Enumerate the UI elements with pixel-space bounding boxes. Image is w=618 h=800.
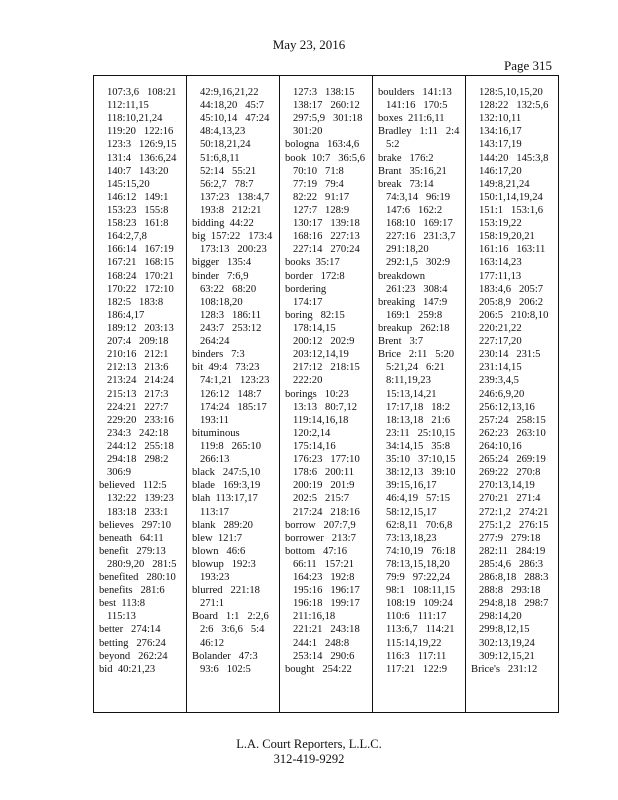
index-entry-line: better 274:14: [99, 624, 161, 636]
index-entry-line: 200:19 201:9: [285, 480, 355, 492]
index-entry-line: 8:11,19,23: [378, 375, 431, 387]
index-entry-line: 277:9 279:18: [471, 532, 541, 544]
index-entry-line: 74:3,14 96:19: [378, 191, 451, 203]
index-entry-line: 138:17 260:12: [285, 100, 360, 112]
index-entry-line: 173:13 200:23: [192, 244, 267, 256]
index-entry-line: blown 46:6: [192, 545, 246, 557]
index-entry-line: 244:1 248:8: [285, 637, 350, 649]
index-entry-line: 292:1,5 302:9: [378, 257, 451, 269]
index-entry-line: 163:14,23: [471, 257, 522, 269]
index-entry-line: 39:15,16,17: [378, 480, 437, 492]
transcript-date: May 23, 2016: [272, 37, 346, 52]
index-entry-line: 2:6 3:6,6 5:4: [192, 624, 265, 636]
index-entry-line: 146:17,20: [471, 165, 522, 177]
index-entry-line: 137:23 138:4,7: [192, 191, 270, 203]
index-entry-line: 193:11: [192, 414, 229, 426]
index-entry-line: 169:1 259:8: [378, 309, 443, 321]
index-entry-line: 231:14,15: [471, 362, 522, 374]
index-entry-line: 182:5 183:8: [99, 296, 164, 308]
index-entry-line: 153:19,22: [471, 218, 522, 230]
index-entry-line: 203:12,14,19: [285, 349, 349, 361]
index-entry-line: 175:14,16: [285, 440, 336, 452]
index-entry-line: 299:8,12,15: [471, 624, 530, 636]
index-entry-line: Brant 35:16,21: [378, 165, 447, 177]
index-entry-line: 291:18,20: [378, 244, 429, 256]
index-entry-line: borings 10:23: [285, 388, 349, 400]
index-entry-line: benefits 281:6: [99, 585, 165, 597]
index-entry-line: 183:4,6 205:7: [471, 283, 544, 295]
index-entry-line: 5:21,24 6:21: [378, 362, 445, 374]
index-entry-line: blowup 192:3: [192, 558, 256, 570]
index-entry-line: 285:4,6 286:3: [471, 558, 544, 570]
index-entry-line: 288:8 293:18: [471, 585, 541, 597]
index-entry-line: 51:6,8,11: [192, 152, 240, 164]
index-entry-line: beneath 64:11: [99, 532, 164, 544]
index-entry-line: bid 40:21,23: [99, 663, 156, 675]
index-entry-line: 294:8,18 298:7: [471, 598, 549, 610]
index-entry-line: 306:9: [99, 467, 132, 479]
index-entry-line: 193:8 212:21: [192, 204, 262, 216]
index-entry-line: 107:3,6 108:21: [99, 87, 177, 98]
index-entry-line: 227:16 231:3,7: [378, 231, 456, 243]
index-entry-line: 113:6,7 114:21: [378, 624, 455, 636]
index-entry-line: breaking 147:9: [378, 296, 448, 308]
index-entry-line: 265:24 269:19: [471, 454, 546, 466]
index-entry-line: best 113:8: [99, 598, 146, 610]
index-entry-line: borrower 213:7: [285, 532, 356, 544]
index-entry-line: 280:9,20 281:5: [99, 558, 177, 570]
index-entry-line: 146:12 149:1: [99, 191, 169, 203]
index-entry-line: 140:7 143:20: [99, 165, 169, 177]
index-entry-line: bidding 44:22: [192, 218, 254, 230]
index-entry-line: border 172:8: [285, 270, 345, 282]
index-column-2: [186, 76, 279, 712]
index-entry-line: bituminous: [192, 427, 240, 439]
index-entry-line: 132:22 139:23: [99, 493, 174, 505]
index-entry-line: Bolander 47:3: [192, 650, 258, 662]
index-entry-line: 63:22 68:20: [192, 283, 257, 295]
index-entry-line: 257:24 258:15: [471, 414, 546, 426]
index-entry-line: 202:5 215:7: [285, 493, 350, 505]
index-entry-line: 234:3 242:18: [99, 427, 169, 439]
index-entry-line: 200:12 202:9: [285, 336, 355, 348]
index-entry-line: bordering: [285, 283, 327, 295]
index-entry-line: 224:21 227:7: [99, 401, 169, 413]
index-entry-line: beyond 262:24: [99, 650, 168, 662]
index-entry-line: blurred 221:18: [192, 585, 260, 597]
index-entry-line: 120:2,14: [285, 427, 331, 439]
index-entry-line: 23:11 25:10,15: [378, 427, 456, 439]
index-entry-line: 256:12,13,16: [471, 401, 535, 413]
index-entry-line: 297:5,9 301:18: [285, 113, 363, 125]
index-entry-line: 195:16 196:17: [285, 585, 360, 597]
index-entry-line: 119:20 122:16: [99, 126, 174, 138]
index-entry-line: 271:1: [192, 598, 225, 610]
index-entry-line: boulders 141:13: [378, 87, 452, 98]
index-entry-line: 66:11 157:21: [285, 558, 355, 570]
index-entry-line: 164:23 192:8: [285, 572, 355, 584]
index-entry-line: 153:23 155:8: [99, 204, 169, 216]
index-entry-line: 270:21 271:4: [471, 493, 541, 505]
index-entry-line: 282:11 284:19: [471, 545, 546, 557]
index-entry-line: 74:10,19 76:18: [378, 545, 456, 557]
index-entry-line: 230:14 231:5: [471, 349, 541, 361]
index-entry-line: 261:23 308:4: [378, 283, 448, 295]
index-entry-line: 174:24 185:17: [192, 401, 267, 413]
index-entry-line: 98:1 108:11,15: [378, 585, 456, 597]
index-entry-line: 168:16 227:13: [285, 231, 360, 243]
index-entry-line: 221:21 243:18: [285, 624, 360, 636]
index-entry-line: 144:20 145:3,8: [471, 152, 549, 164]
index-entry-line: 44:18,20 45:7: [192, 100, 265, 112]
index-entry-line: 264:10,16: [471, 440, 522, 452]
index-entry-line: 266:13: [192, 454, 230, 466]
index-entry-line: 183:18 233:1: [99, 506, 169, 518]
index-entry-line: 127:7 128:9: [285, 204, 350, 216]
index-entry-line: binder 7:6,9: [192, 270, 249, 282]
index-entry-line: 275:1,2 276:15: [471, 519, 549, 531]
page-number: Page 315: [503, 58, 552, 73]
index-entry-line: 253:14 290:6: [285, 650, 355, 662]
index-entry-line: 132:10,11: [471, 113, 522, 125]
index-entry-line: believed 112:5: [99, 480, 167, 492]
index-entry-line: 205:8,9 206:2: [471, 296, 544, 308]
index-entry-line: 126:12 148:7: [192, 388, 262, 400]
index-entry-line: 270:13,14,19: [471, 480, 535, 492]
index-entry-line: 13:13 80:7,12: [285, 401, 358, 413]
index-entry-line: 168:24 170:21: [99, 270, 174, 282]
index-entry-line: 176:23 177:10: [285, 454, 360, 466]
index-entry-line: 34:14,15 35:8: [378, 440, 451, 452]
index-entry-line: 178:14,15: [285, 322, 336, 334]
index-entry-line: betting 276:24: [99, 637, 166, 649]
index-entry-line: 150:1,14,19,24: [471, 191, 543, 203]
court-reporter-phone: 312-419-9292: [273, 752, 345, 766]
index-entry-line: 141:16 170:5: [378, 100, 448, 112]
index-entry-line: 48:4,13,23: [192, 126, 246, 138]
index-entry-line: 269:22 270:8: [471, 467, 541, 479]
index-entry-line: blank 289:20: [192, 519, 253, 531]
index-entry-line: 15:13,14,21: [378, 388, 437, 400]
index-entry-line: 151:1 153:1,6: [471, 204, 544, 216]
index-entry-line: 117:21 122:9: [378, 663, 448, 675]
index-entry-line: 217:24 218:16: [285, 506, 360, 518]
index-entry-line: book 10:7 36:5,6: [285, 152, 366, 164]
index-column-5: [465, 76, 558, 712]
index-entry-line: benefit 279:13: [99, 545, 166, 557]
index-entry-line: 56:2,7 78:7: [192, 178, 254, 190]
index-entry-line: boxes 211:6,11: [378, 113, 445, 125]
index-entry-line: bit 49:4 73:23: [192, 362, 260, 374]
index-entry-line: 46:12: [192, 637, 225, 649]
index-entry-line: 79:9 97:22,24: [378, 572, 451, 584]
index-entry-line: breakup 262:18: [378, 322, 450, 334]
index-entry-line: 62:8,11 70:6,8: [378, 519, 453, 531]
index-entry-line: 130:17 139:18: [285, 218, 360, 230]
index-entry-line: black 247:5,10: [192, 467, 261, 479]
index-entry-line: 17:17,18 18:2: [378, 401, 451, 413]
index-entry-line: break 73:14: [378, 178, 434, 190]
index-entry-line: 46:4,19 57:15: [378, 493, 451, 505]
index-entry-line: 215:13 217:3: [99, 388, 169, 400]
index-entry-line: 286:8,18 288:3: [471, 572, 549, 584]
index-entry-line: 70:10 71:8: [285, 165, 344, 177]
index-entry-line: 302:13,19,24: [471, 637, 535, 649]
index-entry-line: books 35:17: [285, 257, 340, 269]
index-entry-line: 5:2: [378, 139, 400, 151]
index-entry-line: 211:16,18: [285, 611, 336, 623]
index-entry-line: 170:22 172:10: [99, 283, 174, 295]
index-entry-line: 18:13,18 21:6: [378, 414, 451, 426]
index-entry-line: 143:17,19: [471, 139, 522, 151]
index-entry-line: 167:21 168:15: [99, 257, 174, 269]
index-entry-line: 301:20: [285, 126, 323, 138]
index-entry-line: 93:6 102:5: [192, 663, 251, 675]
index-entry-line: Brice 2:11 5:20: [378, 349, 455, 361]
index-entry-line: 145:15,20: [99, 178, 150, 190]
index-entry-line: 42:9,16,21,22: [192, 87, 259, 98]
index-entry-line: Board 1:1 2:2,6: [192, 611, 269, 623]
index-entry-line: 116:3 117:11: [378, 650, 447, 662]
index-entry-line: 118:10,21,24: [99, 113, 163, 125]
index-column-3: [279, 76, 372, 712]
index-entry-line: 134:16,17: [471, 126, 522, 138]
index-entry-line: 149:8,21,24: [471, 178, 530, 190]
index-entry-line: big 157:22 173:4: [192, 231, 273, 243]
index-entry-line: 264:24: [192, 336, 230, 348]
index-column-4: [372, 76, 465, 712]
index-entry-line: 178:6 200:11: [285, 467, 355, 479]
index-entry-line: 45:10,14 47:24: [192, 113, 270, 125]
index-entry-line: Bradley 1:11 2:4: [378, 126, 460, 138]
index-entry-line: 239:3,4,5: [471, 375, 519, 387]
index-entry-line: 189:12 203:13: [99, 322, 174, 334]
index-entry-line: 74:1,21 123:23: [192, 375, 270, 387]
index-entry-line: 294:18 298:2: [99, 454, 169, 466]
index-entry-line: 309:12,15,21: [471, 650, 535, 662]
index-entry-line: blew 121:7: [192, 532, 243, 544]
index-entry-line: 186:4,17: [99, 309, 145, 321]
index-entry-line: breakdown: [378, 270, 426, 282]
index-entry-line: bigger 135:4: [192, 257, 252, 269]
index-entry-line: 50:18,21,24: [192, 139, 251, 151]
index-entry-line: 207:4 209:18: [99, 336, 169, 348]
index-entry-line: brake 176:2: [378, 152, 434, 164]
index-entry-line: 177:11,13: [471, 270, 522, 282]
index-entry-line: 298:14,20: [471, 611, 522, 623]
index-entry-line: 161:16 163:11: [471, 244, 546, 256]
index-entry-line: 108:19 109:24: [378, 598, 453, 610]
index-entry-line: 58:12,15,17: [378, 506, 437, 518]
index-entry-line: 113:17: [192, 506, 229, 518]
index-entry-line: bologna 163:4,6: [285, 139, 360, 151]
index-entry-line: 272:1,2 274:21: [471, 506, 549, 518]
index-entry-line: 128:22 132:5,6: [471, 100, 549, 112]
index-entry-line: 115:14,19,22: [378, 637, 442, 649]
index-entry-line: 227:17,20: [471, 336, 522, 348]
index-entry-line: Brice's 231:12: [471, 663, 538, 675]
index-entry-line: 128:3 186:11: [192, 309, 262, 321]
index-entry-line: 217:12 218:15: [285, 362, 360, 374]
court-reporter-name: L.A. Court Reporters, L.L.C.: [236, 737, 382, 751]
index-entry-line: 158:19,20,21: [471, 231, 535, 243]
index-entry-line: boring 82:15: [285, 309, 345, 321]
index-entry-line: 164:2,7,8: [99, 231, 147, 243]
index-entry-line: borrow 207:7,9: [285, 519, 356, 531]
index-entry-line: binders 7:3: [192, 349, 245, 361]
word-index-table: [93, 75, 559, 713]
index-entry-line: 128:5,10,15,20: [471, 87, 543, 98]
index-entry-line: 52:14 55:21: [192, 165, 257, 177]
index-entry-line: 147:6 162:2: [378, 204, 443, 216]
index-entry-line: benefited 280:10: [99, 572, 176, 584]
index-entry-line: 206:5 210:8,10: [471, 309, 549, 321]
index-entry-line: 158:23 161:8: [99, 218, 169, 230]
index-entry-line: 174:17: [285, 296, 323, 308]
index-entry-line: 77:19 79:4: [285, 178, 344, 190]
index-entry-line: 229:20 233:16: [99, 414, 174, 426]
index-entry-line: 243:7 253:12: [192, 322, 262, 334]
index-entry-line: bought 254:22: [285, 663, 352, 675]
index-entry-line: 73:13,18,23: [378, 532, 437, 544]
index-column-1: [94, 76, 186, 712]
index-entry-line: 123:3 126:9,15: [99, 139, 177, 151]
index-entry-line: 262:23 263:10: [471, 427, 546, 439]
index-entry-line: 168:10 169:17: [378, 218, 453, 230]
index-entry-line: blah 113:17,17: [192, 493, 258, 505]
index-entry-line: believes 297:10: [99, 519, 172, 531]
index-entry-line: 119:14,16,18: [285, 414, 349, 426]
index-entry-line: blade 169:3,19: [192, 480, 261, 492]
index-entry-line: 246:6,9,20: [471, 388, 525, 400]
index-entry-line: Brent 3:7: [378, 336, 424, 348]
index-entry-line: 127:3 138:15: [285, 87, 355, 98]
index-entry-line: 244:12 255:18: [99, 440, 174, 452]
index-entry-line: 213:24 214:24: [99, 375, 174, 387]
index-entry-line: 112:11,15: [99, 100, 149, 112]
index-entry-line: 38:12,13 39:10: [378, 467, 456, 479]
index-entry-line: 110:6 111:17: [378, 611, 447, 623]
index-entry-line: 193:23: [192, 572, 230, 584]
index-entry-line: 131:4 136:6,24: [99, 152, 177, 164]
index-entry-line: 222:20: [285, 375, 323, 387]
index-entry-line: 108:18,20: [192, 296, 243, 308]
index-entry-line: 78:13,15,18,20: [378, 558, 450, 570]
index-entry-line: 35:10 37:10,15: [378, 454, 456, 466]
index-entry-line: bottom 47:16: [285, 545, 348, 557]
index-entry-line: 210:16 212:1: [99, 349, 169, 361]
index-entry-line: 166:14 167:19: [99, 244, 174, 256]
index-entry-line: 82:22 91:17: [285, 191, 350, 203]
index-entry-line: 196:18 199:17: [285, 598, 360, 610]
index-entry-line: 119:8 265:10: [192, 440, 262, 452]
index-entry-line: 115:13: [99, 611, 136, 623]
index-entry-line: 220:21,22: [471, 322, 522, 334]
index-entry-line: 212:13 213:6: [99, 362, 169, 374]
index-entry-line: 227:14 270:24: [285, 244, 360, 256]
